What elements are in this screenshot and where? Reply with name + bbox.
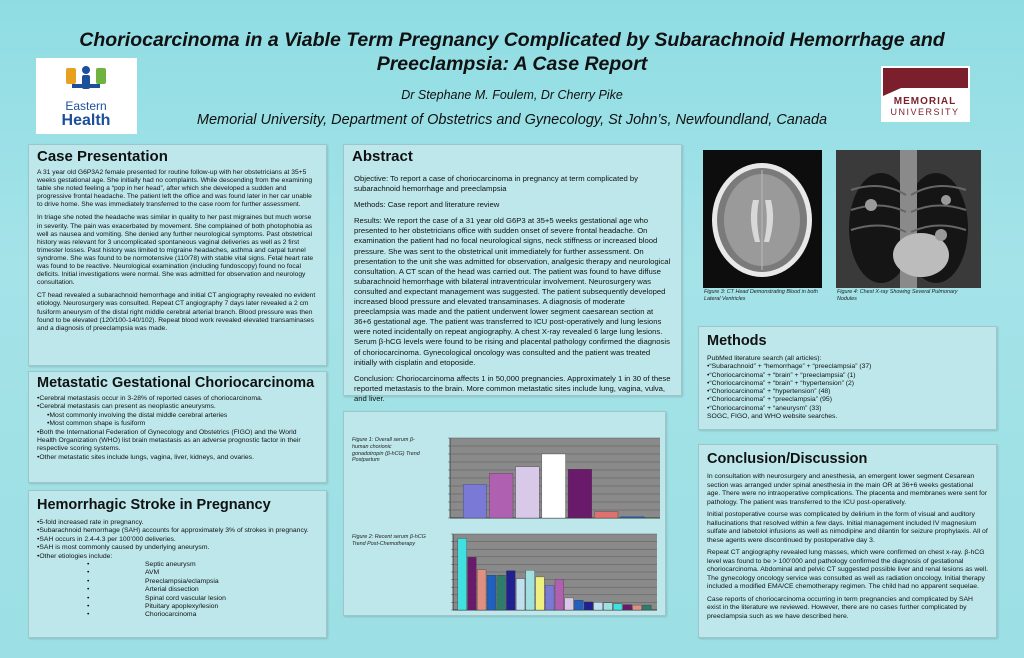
methods-line: •“Choriocarcinoma” + “preeclampsia” (95) [707,396,832,404]
hemorrhagic-stroke-heading: Hemorrhagic Stroke in Pregnancy [37,497,271,513]
abstract-methods: Methods: Case report and literature review [354,200,500,210]
chart-bar [555,579,564,610]
case-paragraph-3: CT head revealed a subarachnoid hemorrhage and initial CT angiography revealed no evident etiology. Neurosurgery was consulted. Repeat CT angiography 7 days later revealed a 2 cm fusiform aneurysm of the distal right middle cerebral arterial branch. Blood pressure was then found to be elevated (120/100-140/102). Repeat blood work revealed elevated transaminases and a diagnosis of preeclampsia was made. [37,292,316,332]
chart-bar [545,585,554,610]
chart-bar [458,538,467,610]
etiology-item [29,578,326,586]
chart-bar [526,570,535,610]
chart-bar [604,603,613,610]
chart-bar [568,469,592,518]
etiology-item [29,595,326,603]
chart-bar [516,467,540,518]
chart-bar [477,570,486,610]
conclusion-paragraph-3: Repeat CT angiography revealed lung masses, which were confirmed on chest x-ray. β-hCG level was found to be > 100’000 and pathology confirmed the diagnosis of gestational choriocarcinoma. Abdominal and pelvic CT suggested possible liver and renal lesions as well. The gynecology oncology service was consulted as well as radiation oncology. Initial therapy included a modified EMA/CE chemotherapy regimen. The child had no apparent sequelae. [707,549,988,590]
methods-panel [698,326,997,430]
metastatic-item: •Other metastatic sites include lungs, vagina, liver, kidneys, and ovaries. [37,453,254,461]
stroke-item: •SAH occurs in 2.4-4.3 per 100’000 deliveries. [37,535,176,543]
chart-bar [642,605,651,610]
etiology-label: Septic aneurysm [145,561,196,569]
etiology-label: AVM [145,569,160,577]
conclusion-heading: Conclusion/Discussion [707,451,868,467]
etiology-item [29,569,326,577]
stroke-item: •Subarachnoid hemorrhage (SAH) accounts for approximately 3% of strokes in pregnancy. [37,527,309,535]
abstract-conclusion: Conclusion: Choriocarcinoma affects 1 in 50,000 pregnancies. Approximately 1 in 30 of these reported metastasis to the brain. More common metastatic sites include lung, vagina, vulva, and liver. [354,373,671,403]
chart-bar [613,604,622,610]
chart-bar [463,484,487,518]
case-paragraph-2: In triage she noted the headache was similar in quality to her past migraines but much worse in severity. The pain was exacerbated by movement. She complained of both photophobia as well as nausea and vomiting. She denied any further neurological symptoms. Past obstetrical history was relevant for 3 uncomplicated spontaneous vaginal deliveries as well as 2 first trimester losses. Past history was limited to migraine headaches, asthma and carpal tunnel syndrome. She was found to be normotensive (110/78) with stable vital signs. Fetal heart rate was found to be reactive. Neurological examination (including fundoscopy) found no focal deficits. Initial investigations were normal. She was admitted for observation and neurology consultation. [37,214,314,287]
stroke-item: •SAH is most commonly caused by underlying aneurysm. [37,544,210,552]
svg-text:Eastern: Eastern [65,99,107,113]
case-presentation-panel [28,144,327,366]
bullet-icon: • [87,586,90,594]
etiology-label: Arterial dissection [145,586,199,594]
chart-hcg-postpartum [430,434,664,528]
abstract-heading: Abstract [352,148,413,165]
chart-bar [487,575,496,610]
poster-authors: Dr Stephane M. Foulem, Dr Cherry Pike [401,88,623,102]
chart-hcg-post-chemo [445,531,661,619]
figure-4-caption: Figure 4: Chest X-ray Showing Several Pulmonary Nodules [837,289,958,302]
metastatic-item: •Cerebral metastasis occur in 3-28% of reported cases of choriocarcinoma. [37,395,263,402]
metastatic-subitem: •Most common shape is fusiform [47,420,146,428]
etiology-label: Choriocarcinoma [145,611,197,619]
conclusion-paragraph-1: In consultation with neurosurgery and anesthesia, an emergent lower segment Cesarean section was arranged under spinal anesthesia in the main OR at 36+6 weeks gestational age. There were no intraoperative complications. The placenta and membranes were sent for pathology. The patient was transferred to the ICU post-operatively. [707,473,988,506]
chart-bar [594,512,618,518]
methods-line: •“Subarachnoid” + “hemorrhage” + “preeclampsia” (37) [707,363,872,371]
memorial-university-logo-graphic [881,66,970,122]
chart-bar [542,454,566,518]
chart-bar [623,605,632,610]
bullet-icon: • [87,577,90,585]
etiology-label: Spinal cord vascular lesion [145,594,226,602]
methods-line: •“Choriocarcinoma” + “hypertension” (48) [707,388,831,396]
chart-bar [565,598,574,610]
bullet-icon: • [87,561,90,569]
etiology-item [29,586,326,594]
conclusion-paragraph-2: Initial postoperative course was complicated by delirium in the form of visual and auditory hallucinations that resolved within a few days. Initial management included IV magnesium sulfate and labetolol infusions as well as nimodipine and dilantin for seizure prophylaxis. All of these agents were discontinued by postoperative day 3. [707,511,988,544]
metastatic-heading: Metastatic Gestational Choriocarcinoma [37,375,315,391]
etiology-label: Pituitary apoplexy/lesion [145,603,219,611]
methods-line: PubMed literature search (all articles): [707,355,822,362]
methods-heading: Methods [707,333,767,349]
abstract-objective: Objective: To report a case of choriocarcinoma in pregnancy at term complicated by subarachnoid hemorrhage and preeclampsia [354,174,639,194]
case-presentation-heading: Case Presentation [37,148,168,165]
etiology-label: Preeclampsia/eclampsia [145,577,219,585]
methods-line: •“Choriocarcinoma” + “brain” + “preeclampsia” (1) [707,371,856,379]
ct-head-image [703,150,822,288]
bullet-icon: • [87,603,90,611]
metastatic-item: •Cerebral metastasis can present as neoplastic aneurysms. [37,403,216,411]
abstract-results: Results: We report the case of a 31 year old G6P3 at 35+5 weeks gestational age who presented to her obstetricians office with sudden onset of severe frontal headache. On examination the patient had no focal neurological signs, neck stiffness or increased blood pressure. She was sent to the obstetrical unit immediately for further assessment. On presentation to the unit she was admitted for observation, analgesic therapy and neurological consultation. A CT scan of the head was carried out. The patient was found to have diffuse subarachnoid hemorrhage with bilateral intraventricular involvement. Neurosurgery was consulted and expectant management was suggested. The patient subsequently developed increased blood pressure and elevated transaminases. A diagnosis of moderate preeclampsia was made and the patient underwent lower segment caesarean section at 36+6 gestational age. The patient was transferred to ICU post-operatively and lung lesions were noted incidentally on repeat angiography. A chest X-ray revealed 6 large lung lesions. Serum β-hCG levels were found to be rising and placental pathology confirmed the diagnosis of choriocarcinoma. Gynecological oncology was consulted and the patient was treated initially with cisplatin and etoposide. [354,216,671,367]
figure-3-caption: Figure 3: CT Head Demonstrating Blood in both Lateral Ventricles [704,289,818,302]
case-paragraph-1: A 31 year old G6P3A2 female presented for routine follow-up with her obstetricians at 35+5 weeks gestational age. She initially had no complaints. While descending from the examining table she noted feeling a “pop in her head”, after which she developed a sudden and progressive frontal headache. The patient left the office and was found later in her car unable to drive home. She was immediately transferred to the case room for further assessment. [37,169,313,209]
methods-line: •“Choriocarcinoma” + “aneurysm” (33) [707,404,822,412]
etiology-item [29,611,326,619]
metastatic-panel [28,371,327,483]
memorial-university-logo [881,66,970,122]
hemorrhagic-stroke-panel [28,490,327,638]
ct-head-graphic [703,150,822,288]
chart-bar [497,575,506,610]
chest-xray-image [836,150,981,288]
chart-bar [516,579,525,610]
figure-2-caption: Figure 2: Recent serum β-hCG Trend Post-Chemotherapy [352,534,426,547]
chart-bar [594,602,603,610]
chart-bar [633,605,642,610]
poster-title: Choriocarcinoma in a Viable Term Pregnancy Complicated by Subarachnoid Hemorrhage and Preeclampsia: A Case Report [79,29,945,75]
chart-bar [584,602,593,610]
conclusion-paragraph-4: Case reports of choriocarcinoma occurring in term pregnancies and complicated by SAH exist in the literature we reviewed. However, there are no cases further complicated by preeclampsia such as we have described here. [707,595,973,620]
chart-bar [574,600,583,610]
svg-text:Health: Health [61,112,111,129]
chest-xray-graphic [836,150,981,288]
chart-bar [489,473,513,518]
methods-line: •“Choriocarcinoma” + “brain” + “hypertension” (2) [707,379,855,387]
figure-1-caption: Figure 1: Overall serum β-human chorionic gonadotropin (β-hCG) Trend Postpartum [352,437,420,464]
bullet-icon: • [87,611,90,619]
svg-text:MEMORIAL: MEMORIAL [893,96,957,107]
methods-line: SOGC, FIGO, and WHO website searches. [707,413,838,421]
etiology-item [29,603,326,611]
conclusion-panel [698,444,997,638]
bullet-icon: • [87,569,90,577]
stroke-item: •5-fold increased rate in pregnancy. [37,519,144,526]
metastatic-subitem: •Most commonly involving the distal middle cerebral arteries [47,411,228,419]
etiology-item [29,561,326,569]
metastatic-item: •Both the International Federation of Gynecology and Obstetrics (FIGO) and the World Health Organization (WHO) list brain metastasis as an adverse prognostic factor in their respective scoring systems. [37,428,301,453]
svg-text:UNIVERSITY: UNIVERSITY [890,107,960,117]
stroke-item: •Other etiologies include: [37,552,113,560]
abstract-panel [343,144,682,403]
chart-bar [468,557,477,610]
poster-affiliation: Memorial University, Department of Obstetrics and Gynecology, St John’s, Newfoundland, Canada [196,112,828,128]
bullet-icon: • [87,594,90,602]
chart-bar [506,571,515,610]
chart-bar [536,577,545,610]
chart-bar [621,517,645,518]
